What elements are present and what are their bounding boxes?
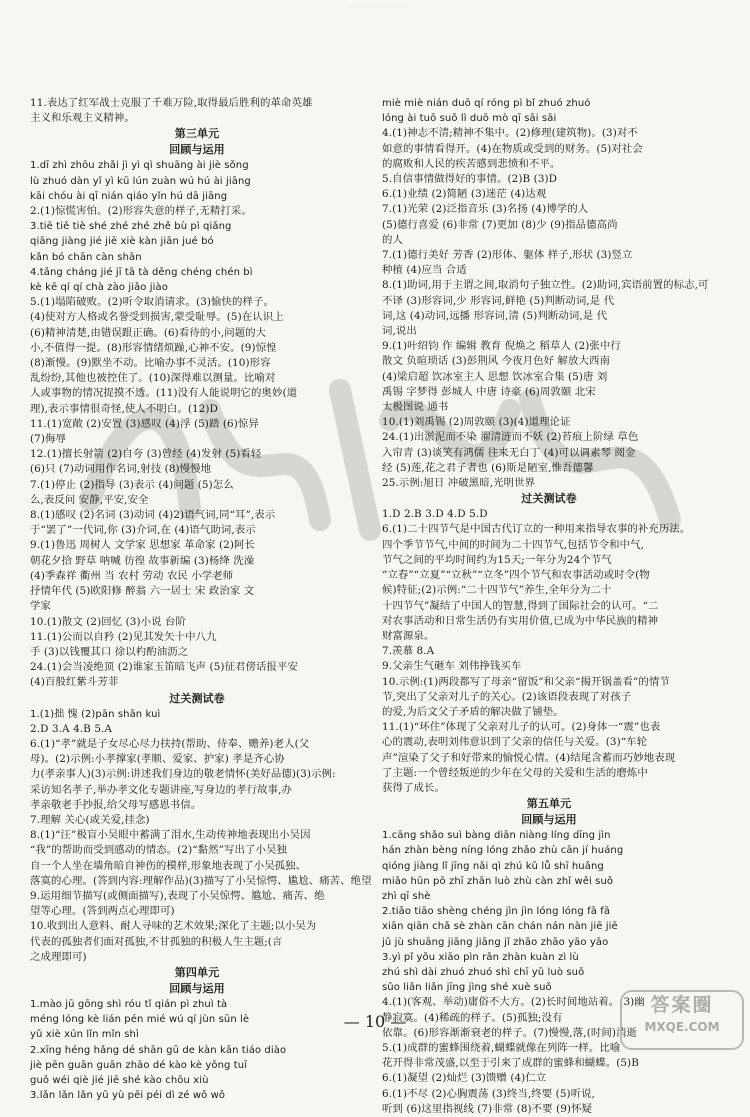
- answer-line: 10.(1)刘禹锡 (2)周敦颐 (3)(4)道理论证: [382, 416, 571, 429]
- answer-line: zhì qī shè: [382, 890, 431, 902]
- answer-line: 理),表示事情很奇怪,使人不明白。(12)D: [30, 402, 218, 415]
- answer-line: 财富源泉。: [382, 629, 435, 642]
- page-number: — 10 —: [343, 1012, 407, 1031]
- answer-line: 静寂寞。(4)稀疏的样子。(5)孤独;没有: [382, 1011, 563, 1024]
- logo-text-cn: 答案圈: [650, 994, 714, 1016]
- answer-line: 十四节气”凝结了中国人的智慧,得到了国际社会的认可。“二: [382, 599, 659, 612]
- answer-line: sǔo liǎn liǎn jīng jìng shé xuè suǒ: [382, 982, 552, 994]
- answer-line: 4.(1)(客观、举动)庸俗不大方。(2)长时间地站着。(3)幽: [382, 996, 645, 1009]
- answer-line: hán zhàn bèng níng lóng zhǎo zhù cān jí huáng: [382, 845, 624, 857]
- section-heading: 回顾与运用: [169, 981, 225, 995]
- answer-line: 的腐败和人民的疾苦感到悲愤和不平。: [382, 157, 561, 170]
- answer-line: jǔ jù shuāng jiāng jiāng jǐ zhāo zhāo yāo yāo: [382, 936, 609, 948]
- answer-line: 手 (3)以钱覆其口 徐以杓酌油沥之: [30, 645, 189, 658]
- answer-line: “立春”“立夏”“立秋”“立冬”四个节气和农事活动或时令(物: [382, 569, 650, 582]
- answer-line: (4)百般红紫斗芳菲: [30, 676, 119, 689]
- answer-line: 力(孝亲事人)(3)示例:讲述我们身边的敬老情怀(美好品德)(3)示例:: [30, 768, 336, 781]
- answer-line: 么,表反问 安静,平安,安全: [30, 493, 149, 506]
- answer-line: 7.(1)德行美好 芳香 (2)形体、躯体 样子,形状 (3)竖立: [382, 249, 633, 262]
- answer-line: miǎo hūn pō zhī zhān luò zhù càn zhǐ wěi suǒ: [382, 875, 614, 887]
- answer-line: 11.(1)宽敞 (2)安置 (3)感叹 (4)浮 (5)踏 (6)惊异: [30, 417, 259, 430]
- answer-line: 禹锡 字梦得 彭城人 中唐 诗豪 (6)周敦颐 北宋: [382, 385, 596, 398]
- answer-line: 母)。(2)示例:小孝撑家(孝顺、爱家、护家) 孝是齐心协: [30, 753, 285, 766]
- answer-line: lóng ài tuō suǒ lì duō mò qī sāi sāi: [382, 113, 557, 125]
- answer-line: 2.xīng héng hǎng dé shān gū de kàn kān tiáo diào: [30, 1044, 287, 1056]
- answer-line: 9.父亲生气砸车 刘伟挣钱买车: [382, 660, 522, 673]
- answer-line: jiè pēn guān guān zhāo dé kào kè yǒng tuī: [30, 1059, 248, 1071]
- answer-line: 7.(1)停止 (2)指导 (3)表示 (4)问题 (5)怎么: [30, 478, 234, 491]
- left-column: [30, 96, 372, 1102]
- answer-line: miè miè nián duō qí róng pì bǐ zhuó zhuó: [382, 98, 591, 109]
- answer-line: 节气之间的平均时间约为15天;一年分为24个节气: [382, 553, 612, 566]
- answer-line: 25.示例:旭日 冲破黑暗,光明世界: [382, 477, 536, 490]
- answer-line: qiāng jiàng jié jiē xiè kàn jiān jué bó: [30, 236, 214, 248]
- answer-line: guǒ wéi qiè jié jiē shé kào chōu xiù: [30, 1074, 209, 1086]
- answer-line: 代表的孤独者们面对孤独,不甘孤独的积极人生主题;(言: [30, 935, 283, 948]
- section-heading: 第五单元: [526, 797, 572, 811]
- answer-line: (8)渐慢。(9)默坐不动。比喻办事不灵活。(10)形容: [30, 357, 271, 370]
- answer-line: 9.(1)鲁迅 周树人 文学家 思想家 革命家 (2)阿长: [30, 539, 256, 552]
- answer-line: qióng jiàng lǐ jīng nǎi qì zhú kǔ lǚ shī huǎng: [382, 860, 604, 872]
- answer-line: 心的震动,表明刘伟意识到了父亲的信任与关爱。(3)“车轮: [382, 736, 648, 749]
- answer-line: 24.(1)出淤泥而不染 濯清涟而不妖 (2)苔痕上阶绿 草色: [382, 431, 639, 444]
- answer-line: 10.收到出人意料、耐人寻味的艺术效果;深化了主题;以小吴为: [30, 920, 317, 933]
- answer-line: yǔ xiè xún lǐn mǐn shì: [30, 1029, 139, 1041]
- answer-line: xiān qiān chǎ sè zhàn cān chán nán nàn jiē jiē: [382, 921, 618, 933]
- answer-line: 落寞的心理。(答到内容:理解作品)(3)描写了小吴惊愕、尴尬、痛苦、绝望: [30, 874, 372, 887]
- answer-line: 如意的事情看得开。(4)在物质或受到的财务。(5)对社会: [382, 142, 643, 155]
- answer-line: 四个季节节气,中间的时间为二十四节气,包括节令和中气,: [382, 538, 644, 551]
- answer-line: 入帘青 (3)谈笑有鸿儒 往来无白丁 (4)可以调素琴 阅金: [382, 446, 636, 459]
- answer-line: 的爱,为后文父子矛盾的解决做了铺垫。: [382, 705, 564, 718]
- answer-line: 乱纷纷,其他也被控住了。(10)深得难以测量。比喻对: [30, 372, 276, 385]
- answer-line: (4)季森祥 衢州 当 农村 劳动 农民 小学老师: [30, 569, 234, 582]
- answer-line: 7.理解 关心(或关爱,挂念): [30, 813, 150, 826]
- answer-line: 5.自信事情做得好的事情。(2)B (3)D: [382, 173, 558, 186]
- answer-line: 9.运用细节描写(或侧面描写),表现了小吴惊愕、尴尬、痛苦、绝: [30, 889, 325, 902]
- section-heading: 回顾与运用: [521, 813, 577, 827]
- answer-line: 11.(1)公而以自矜 (2)见其发矢十中八九: [30, 630, 217, 643]
- answer-line: 24.(1)会当凌绝顶 (2)谁家玉笛暗飞声 (5)征君傍话报平安: [30, 661, 299, 674]
- answer-line: 7.羡慕 8.A: [382, 645, 435, 658]
- answer-line: 7.(1)光荣 (2)泛指音乐 (3)名扬 (4)博学的人: [382, 203, 589, 216]
- answer-line: 6.(1)不尽 (2)心胸震荡 (3)终当,终要 (5)听说,: [382, 1087, 596, 1100]
- answer-line: 3.yì pǐ yǒu xiāo pìn rǎn zhàn kuàn zì lù: [382, 951, 579, 963]
- answer-line: (4)使对方人格或名誉受到损害,蒙受耻辱。(5)在认识上: [30, 311, 284, 324]
- answer-line: 11.表达了红军战士克服了千难万险,取得最后胜利的革命英雄: [30, 97, 313, 109]
- answer-line: 主义和乐观主义精神。: [30, 112, 135, 125]
- answer-line: 自一个人坐在墙角暗自神伤的模样,形象地表现了小吴孤独、: [30, 859, 307, 872]
- answer-line: kǎn bó chān càn shān: [30, 251, 142, 263]
- answer-line: 抒情年代 (5)欧阳修 醉翁 六一居士 宋 政治家 文: [30, 585, 255, 598]
- answer-line: 1.dī zhì zhōu zhǎi jì yì qì shuāng ài jiè sǒng: [30, 160, 249, 172]
- answer-line: 1.cāng shǎo suì bàng diān niàng líng dīng jìn: [382, 830, 611, 842]
- answer-line: (4)梁启超 饮冰室主人 思想 饮冰室合集 (5)唐 刘: [382, 370, 608, 383]
- answer-line: 词,说出: [382, 325, 417, 338]
- answer-line: 小,不值得一提。(8)形容情绪烦躁,心神不安。(9)惊惶: [30, 341, 277, 354]
- answer-line: kè kē qí qí chà zào jiǎo jiào: [30, 282, 168, 294]
- answer-line: 1.mào jū gōng shì róu tǐ qián pì zhuì tà: [30, 998, 228, 1010]
- site-logo-stamp: [620, 990, 744, 1050]
- answer-line: 的人: [382, 233, 403, 246]
- answer-line: 5.(1)成群的蜜蜂围绕着,蝴蝶就像在列阵一样。比喻: [382, 1041, 621, 1054]
- answer-line: 2.tiǎo tiāo shèng chéng jìn jìn lóng lóng fā fā: [382, 906, 611, 918]
- section-heading: 过关测试卷: [169, 691, 225, 705]
- answer-line: lù zhuó dàn yǐ yì kū lún zuàn wú hú ài jiāng: [30, 175, 251, 187]
- answer-line: 10.(1)散文 (2)回忆 (3)小说 台阶: [30, 615, 187, 628]
- answer-line: 9.(1)叶绍钧 作 编辑 教育 倪焕之 稻草人 (2)张中行: [382, 340, 621, 353]
- answer-line: (7)侮辱: [30, 433, 66, 446]
- answer-line: 种植 (4)应当 合适: [382, 264, 467, 277]
- logo-text-url: MXQE.COM: [644, 1020, 720, 1034]
- answer-line: 5.(1)塌陷破败。(2)听令取消请求。(3)愉快的样子。: [30, 296, 274, 309]
- answer-line: 孝亲敬老手抄报,给父母写感恩书信。: [30, 798, 202, 811]
- answer-line: 6.(1)业绩 (2)简陋 (3)迷茫 (4)达观: [382, 188, 547, 201]
- answer-line: 朝花夕拾 野草 呐喊 彷徨 故事新编 (3)杨绛 洗澡: [30, 554, 255, 567]
- answer-line: 花开得非常茂盛,以至于引来了成群的蜜蜂和蝴蝶。(5)B: [382, 1057, 639, 1070]
- answer-line: 不译 (3)形容词,少 形容词,鲜艳 (5)判断动词,是 代: [382, 294, 615, 307]
- answer-line: 8.(1)“汪”极盲小吴眼中蓄满了泪水,生动传神地表现出小吴因: [30, 829, 311, 842]
- answer-line: 之成理即可): [30, 950, 87, 963]
- answer-line: 候)特征;(2)示例:“二十四节气”养生,全年分为二十: [382, 584, 612, 597]
- answer-line: 1.D 2.B 3.D 4.D 5.D: [382, 508, 488, 521]
- section-heading: 回顾与运用: [169, 143, 225, 157]
- answer-line: 听到 (6)这里指视线 (7)非常 (8)不要 (9)怀疑: [382, 1102, 593, 1115]
- answer-line: 了主题:一个曾经叛逆的少年在父母的关爱和生活的磨炼中: [382, 766, 648, 779]
- answer-line: 获得了成长。: [382, 781, 445, 794]
- header-rule: [348, 6, 408, 27]
- answer-line: kāi chóu ài qī nián qiáo yǐn hú dā jiāng: [30, 190, 228, 202]
- answer-line: 11.(1)“环住”体现了父亲对儿子的认可。(2)身体一“震”也表: [382, 721, 661, 734]
- answer-line: 6.(1)“孝”就是子女尽心尽力扶持(帮助、侍奉、赡养)老人(父: [30, 737, 310, 750]
- answer-line: 2.(1)惊慌害怕。(2)形容失意的样子,无精打采。: [30, 205, 252, 218]
- answer-line: 采访知名孝子,举办孝文化专题讲座,写身边的孝行故事,办: [30, 783, 292, 796]
- section-heading: 过关测试卷: [521, 492, 577, 506]
- answer-line: zhú shì dài zhuó zhuó shì chī yǔ luò suǒ: [382, 966, 585, 978]
- answer-line: 3.tiē tiě tiè shé zhé zhé zhě bù pì qiǎng: [30, 221, 232, 233]
- answer-line: 10.示例:(1)两段都写了母亲“留饭”和父亲“揭开锅盖看”的情节: [382, 675, 670, 688]
- answer-line: 1.(1)拙 愧 (2)pān shān kuì: [30, 708, 161, 720]
- section-heading: 第三单元: [174, 127, 220, 141]
- answer-line: (5)德行喜爱 (6)非常 (7)更加 (8)少 (9)指品德高尚: [382, 218, 618, 231]
- answer-line: 望等心理。(答到两点心理即可): [30, 905, 175, 918]
- answer-line: 3.lǎn lǎn lǎn yǔ yù pēi péi dì zé wǒ wǒ: [30, 1090, 226, 1102]
- answer-line: méng lóng kè lián pén mié wú qí jùn sūn lè: [30, 1014, 250, 1026]
- answer-line: 4.tǎng cháng jié jī tā tà děng chéng chén bì: [30, 266, 253, 278]
- answer-line: 学家: [30, 600, 51, 613]
- answer-line: “我”的帮助而受到感动的情态。(2)“黏然”写出了小吴独: [30, 844, 287, 857]
- answer-line: 2.D 3.A 4.B 5.A: [30, 722, 113, 735]
- answer-line: 6.(1)二十四节气是中国古代订立的一种用来指导农事的补充历法。: [382, 523, 691, 536]
- answer-line: 8.(1)助词,用于主谓之间,取消句子独立性。(2)助词,宾语前置的标志,可: [382, 279, 709, 292]
- answer-line: 人或事物的情况捉摸不透。(11)没有人能说明它的奥妙(道: [30, 387, 298, 400]
- answer-line: 12.(1)擅长射箭 (2)自夸 (3)曾经 (4)发射 (5)看轻: [30, 448, 262, 461]
- answer-line: (6)只 (7)动词用作名词,射技 (8)慢慢地: [30, 463, 212, 476]
- answer-line: 8.(1)感叹 (2)名词 (3)动词 (4)2)语气词,同“耳”,表示: [30, 509, 276, 522]
- answer-line: 于“罢了”一代词,你 (3)介词,在 (4)语气助词,表示: [30, 524, 256, 537]
- answer-line: 散文 负暄琐话 (3)彭荆风 今夜月色好 解放大西南: [382, 355, 610, 368]
- answer-line: 4.(1)神志不清;精神不集中。(2)修理(建筑物)。(3)对不: [382, 127, 638, 140]
- answer-line: 依靠。(6)形容渐渐衰老的样子。(7)慢慢,落,(时间)消逝: [382, 1026, 637, 1039]
- answer-line: 声”渲染了父子和好带来的愉悦心情。(4)结尾含蓄而巧妙地表现: [382, 751, 676, 764]
- answer-line: 对农事活动和日常生活仍有实用价值,已成为中华民族的精神: [382, 614, 659, 627]
- section-heading: 第四单元: [174, 965, 220, 979]
- answer-line: 词,这 (4)动词,远播 形容词,清 (5)判断动词,是 代: [382, 309, 608, 322]
- answer-line: 节,突出了父亲对儿子的关心。(2)该语段表现了对孩子: [382, 690, 632, 703]
- answer-line: (6)精神清楚,由错误跟正确。(6)看待的小,问题的大: [30, 326, 267, 339]
- answer-line: 经 (5)莲,花之君子者也 (6)斯是陋室,惟吾德馨: [382, 461, 594, 474]
- answer-line: 6.(1)凝望 (2)灿烂 (3)馈赠 (4)仁立: [382, 1072, 547, 1085]
- answer-line: 太极图说 通书: [382, 401, 449, 414]
